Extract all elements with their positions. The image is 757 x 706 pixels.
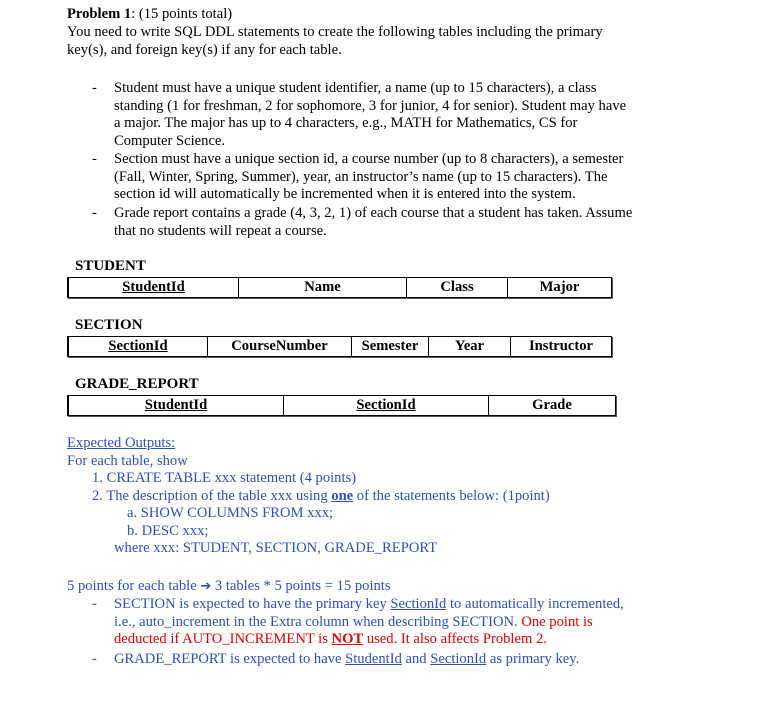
emphasis-not: NOT (331, 631, 364, 647)
grade-report-table-title: GRADE_REPORT (75, 376, 199, 392)
studentid-key: StudentId (345, 651, 402, 667)
bullet-section (114, 151, 704, 204)
bullet-line: (Fall, Winter, Spring, Summer), year, an instructor’s name (up to 15 characters). The (114, 168, 608, 185)
bullet-line: section id will automatically be incremented when it is entered into the system. (114, 186, 576, 202)
sectionid-key: SectionId (390, 596, 447, 612)
expected-outputs (67, 435, 707, 558)
problem-intro-line2: key(s), and foreign key(s) if any for each table. (67, 42, 342, 58)
bullet-line: Section must have a unique section id, a course number (up to 8 characters), a semester (114, 151, 624, 167)
grade-report-table (67, 395, 616, 416)
expected-sub-a: a. SHOW COLUMNS FROM xxx; (127, 505, 334, 521)
problem-intro-line1: You need to write SQL DDL statements to create the following tables including the primary (67, 24, 603, 40)
bullet-dash: - (92, 151, 97, 167)
expected-where: where xxx: STUDENT, SECTION, GRADE_REPORT (114, 540, 438, 556)
expected-item-1: 1. CREATE TABLE xxx statement (4 points) (92, 470, 357, 486)
expected-for-each: For each table, show (67, 452, 188, 469)
problem-title: Problem 1 (67, 6, 132, 22)
bullet-line: Grade report contains a grade (4, 3, 2, 1) of each course that a student has taken. Assume (114, 205, 633, 221)
student-col-major: Major (539, 278, 580, 295)
points-bullet-section: SECTION is expected to have the primary key SectionId to automatically incremented, i.e., auto_increment in the Extra column when describing SECTION. One point is deducted if AUTO_INCREMENT is NOT used. It also affects Problem 2. (114, 596, 624, 647)
bullet-line: a major. The major has up to 4 characters, e.g., MATH for Mathematics, CS for (114, 115, 578, 131)
expected-heading: Expected Outputs: (67, 435, 176, 451)
bullet-line: Computer Science. (114, 132, 226, 149)
section-col-semester: Semester (352, 337, 429, 356)
section-col-year: Year (429, 337, 511, 356)
bullet-line: standing (1 for freshman, 2 for sophomore, 3 for junior, 4 for senior). Student may have (114, 97, 627, 114)
section-col-instructor: Instructor (528, 337, 594, 354)
student-col-studentid: StudentId (69, 278, 239, 297)
bullet-dash: - (92, 205, 97, 221)
grade-report-col-grade: Grade (532, 396, 572, 413)
bullet-dash: - (92, 80, 97, 96)
student-table-title: STUDENT (75, 258, 146, 274)
section-col-sectionid: SectionId (69, 337, 208, 356)
bullet-grade-report (114, 205, 704, 240)
section-table (67, 336, 612, 357)
bullet-student (114, 80, 704, 150)
arrow-right-icon: ➔ (200, 579, 212, 594)
student-col-class: Class (407, 278, 508, 297)
section-table-title: SECTION (75, 317, 143, 333)
bullet-line: Student must have a unique student identifier, a name (up to 15 characters), a class (114, 80, 597, 96)
grade-report-col-sectionid: SectionId (284, 396, 489, 415)
student-col-name: Name (239, 278, 407, 297)
expected-sub-b: b. DESC xxx; (127, 522, 209, 539)
emphasis-one: one (331, 487, 354, 504)
expected-item-2: 2. The description of the table xxx using one of the statements below: (1point) (92, 487, 550, 504)
points-line: 5 points for each table ➔ 3 tables * 5 points = 15 points (67, 578, 391, 594)
problem-heading (67, 6, 232, 24)
bullet-dash: - (92, 596, 97, 612)
bullet-dash: - (92, 651, 97, 667)
problem-points: : (15 points total) (131, 6, 233, 22)
bullet-line: that no students will repeat a course. (114, 222, 327, 239)
section-col-coursenumber: CourseNumber (208, 337, 352, 356)
student-table (67, 277, 612, 298)
points-bullet-grade-report: GRADE_REPORT is expected to have StudentId and SectionId as primary key. (114, 651, 580, 667)
sectionid-key: SectionId (430, 651, 487, 667)
grade-report-col-studentid: StudentId (69, 396, 284, 415)
